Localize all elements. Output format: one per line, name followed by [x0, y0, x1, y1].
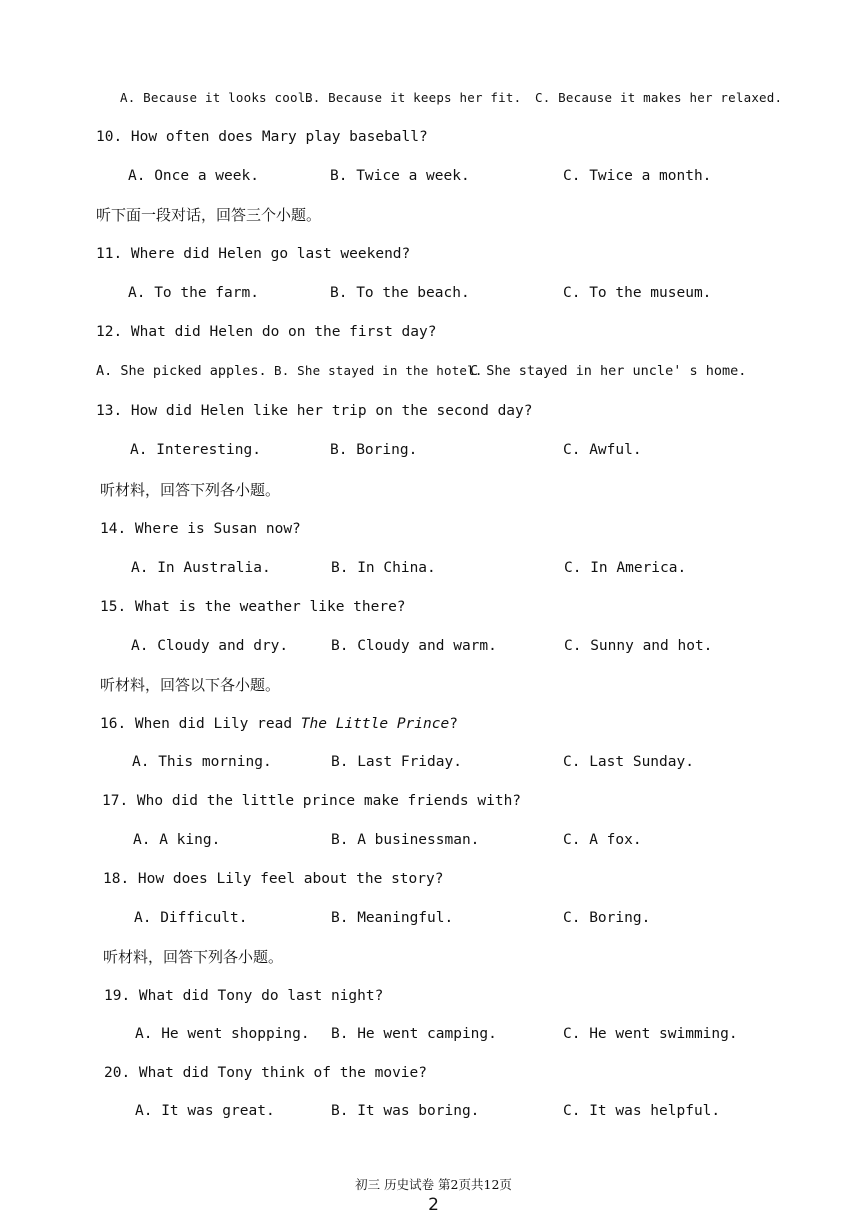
question-14-options — [0, 556, 867, 580]
question-text: 18. How does Lily feel about the story? — [103, 871, 444, 887]
lead-text: 听下面一段对话，回答三个小题。 — [96, 206, 322, 224]
question-16-options — [0, 750, 867, 774]
q9-option-c: C. Because it makes her relaxed. — [535, 90, 783, 105]
q9-options-row — [0, 86, 867, 110]
option-a: A. He went shopping. — [135, 1026, 310, 1042]
option-a: A. Once a week. — [128, 168, 259, 184]
question-12 — [0, 320, 867, 344]
question-text: 20. What did Tony think of the movie? — [104, 1065, 428, 1081]
lead-text: 听材料，回答下列各小题。 — [103, 948, 284, 966]
q9-option-a: A. Because it looks cool. — [120, 90, 314, 105]
option-a: A. This morning. — [132, 754, 272, 770]
section-lead — [0, 478, 867, 502]
lead-text: 听材料，回答以下各小题。 — [100, 676, 281, 694]
question-13 — [0, 399, 867, 423]
question-text: 13. How did Helen like her trip on the second day? — [96, 403, 533, 419]
question-11-options — [0, 281, 867, 305]
option-c: C. Awful. — [563, 442, 642, 458]
question-20 — [0, 1061, 867, 1085]
option-c: C. He went swimming. — [563, 1026, 738, 1042]
question-15 — [0, 595, 867, 619]
question-13-options — [0, 438, 867, 462]
option-b: B. Boring. — [330, 442, 418, 458]
question-16 — [0, 712, 867, 736]
option-c: C. A fox. — [563, 832, 642, 848]
option-a: A. She picked apples. — [96, 363, 267, 379]
question-18-options — [0, 906, 867, 930]
option-c: C. Last Sunday. — [563, 754, 694, 770]
question-18 — [0, 867, 867, 891]
option-c: C. In America. — [564, 560, 687, 576]
option-c: C. It was helpful. — [563, 1103, 721, 1119]
option-b: B. Cloudy and warm. — [331, 638, 497, 654]
section-lead — [0, 203, 867, 227]
question-text: 17. Who did the little prince make friends with? — [102, 793, 522, 809]
question-10-options — [0, 164, 867, 188]
option-b: B. She stayed in the hotel. — [274, 363, 483, 378]
option-b: B. Twice a week. — [330, 168, 470, 184]
question-text: 19. What did Tony do last night? — [104, 988, 384, 1004]
option-b: B. To the beach. — [330, 285, 470, 301]
section-lead — [0, 673, 867, 697]
question-12-options — [0, 359, 867, 383]
option-c: C. Boring. — [563, 910, 651, 926]
question-text: 10. How often does Mary play baseball? — [96, 129, 428, 145]
option-a: A. It was great. — [135, 1103, 275, 1119]
option-c: C. Sunny and hot. — [564, 638, 713, 654]
question-19 — [0, 984, 867, 1008]
question-10 — [0, 125, 867, 149]
option-b: B. In China. — [331, 560, 436, 576]
question-text: 15. What is the weather like there? — [100, 599, 406, 615]
option-a: A. Difficult. — [134, 910, 248, 926]
question-19-options — [0, 1022, 867, 1046]
option-c: C. To the museum. — [563, 285, 712, 301]
option-c: C. Twice a month. — [563, 168, 712, 184]
option-b: B. It was boring. — [331, 1103, 480, 1119]
question-20-options — [0, 1099, 867, 1123]
option-b: B. Last Friday. — [331, 754, 462, 770]
option-a: A. In Australia. — [131, 560, 271, 576]
question-15-options — [0, 634, 867, 658]
option-b: B. Meaningful. — [331, 910, 454, 926]
q9-option-b: B. Because it keeps her fit. — [305, 90, 522, 105]
page-footer: 初三 历史试卷 第2页共12页 — [355, 1177, 512, 1192]
question-text-pre: 16. When did Lily read — [100, 716, 301, 732]
option-c: C She stayed in her uncle' s home. — [470, 363, 747, 379]
option-a: A. Interesting. — [130, 442, 261, 458]
question-text: 12. What did Helen do on the first day? — [96, 324, 437, 340]
section-lead — [0, 945, 867, 969]
option-b: B. A businessman. — [331, 832, 480, 848]
question-text — [100, 712, 458, 736]
question-text: 11. Where did Helen go last weekend? — [96, 246, 411, 262]
option-a: A. A king. — [133, 832, 221, 848]
question-text: 14. Where is Susan now? — [100, 521, 301, 537]
page-number: 2 — [428, 1195, 439, 1215]
question-11 — [0, 242, 867, 266]
option-a: A. To the farm. — [128, 285, 259, 301]
question-text-post: ? — [449, 716, 458, 732]
question-14 — [0, 517, 867, 541]
question-17-options — [0, 828, 867, 852]
book-title: The Little Prince — [300, 716, 450, 732]
option-a: A. Cloudy and dry. — [131, 638, 289, 654]
lead-text: 听材料，回答下列各小题。 — [100, 481, 281, 499]
option-b: B. He went camping. — [331, 1026, 497, 1042]
question-17 — [0, 789, 867, 813]
